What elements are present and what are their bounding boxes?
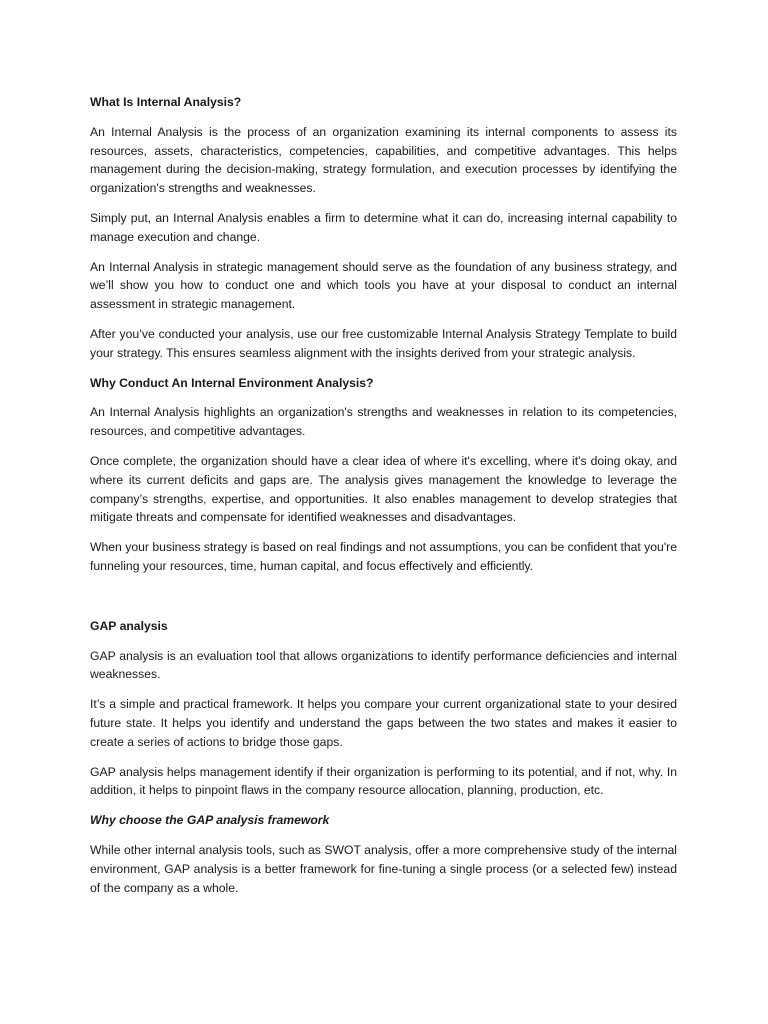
heading-gap-analysis: GAP analysis (90, 618, 168, 633)
paragraph: GAP analysis helps management identify if their organization is performing to its potential, and if not, why. In addition, it helps to pinpoint flaws in the company resource allocation, planning, production, etc. (90, 764, 677, 798)
paragraph: Simply put, an Internal Analysis enables a firm to determine what it can do, increasing internal capability to manage execution and change. (90, 210, 677, 244)
heading-why-conduct: Why Conduct An Internal Environment Analysis? (90, 375, 374, 390)
paragraph: GAP analysis is an evaluation tool that allows organizations to identify performance deficiencies and internal weaknesses. (90, 648, 677, 682)
heading-why-choose-gap: Why choose the GAP analysis framework (90, 813, 330, 828)
paragraph: While other internal analysis tools, such as SWOT analysis, offer a more comprehensive study of the internal environment, GAP analysis is a better framework for fine-tuning a single process (or a selected few) instead of the company as a whole. (90, 842, 677, 895)
paragraph: An Internal Analysis is the process of an organization examining its internal components to assess its resources, assets, characteristics, competencies, capabilities, and competitive advantages. This helps management during the decision-making, strategy formulation, and execution processes by identifying the organization's strengths and weaknesses. (90, 124, 677, 196)
paragraph: When your business strategy is based on real findings and not assumptions, you can be confident that you're funneling your resources, time, human capital, and focus effectively and efficiently. (90, 540, 677, 573)
paragraph: An Internal Analysis highlights an organization's strengths and weaknesses in relation to its competencies, resources, and competitive advantages. (90, 405, 677, 439)
document-page (90, 93, 677, 908)
paragraph: Once complete, the organization should have a clear idea of where it's excelling, where it's doing okay, and where its current deficits and gaps are. The analysis gives management the knowledge to leverage the company’s strengths, expertise, and opportunities. It also enables management to develop strategies that mitigate threats and compensate for identified weaknesses and disadvantages. (90, 453, 677, 525)
section-spacer (90, 587, 677, 617)
paragraph: After you’ve conducted your analysis, use our free customizable Internal Analysis Strategy Template to build your strategy. This ensures seamless alignment with the insights derived from your strategic analysis. (90, 326, 677, 360)
paragraph: An Internal Analysis in strategic management should serve as the foundation of any business strategy, and we’ll show you how to conduct one and which tools you have at your disposal to conduct an internal assessment in strategic management. (90, 259, 677, 312)
paragraph: It’s a simple and practical framework. It helps you compare your current organizational state to your desired future state. It helps you identify and understand the gaps between the two states and makes it easier to create a series of actions to bridge those gaps. (90, 697, 677, 749)
heading-what-is-internal-analysis: What Is Internal Analysis? (90, 95, 242, 109)
